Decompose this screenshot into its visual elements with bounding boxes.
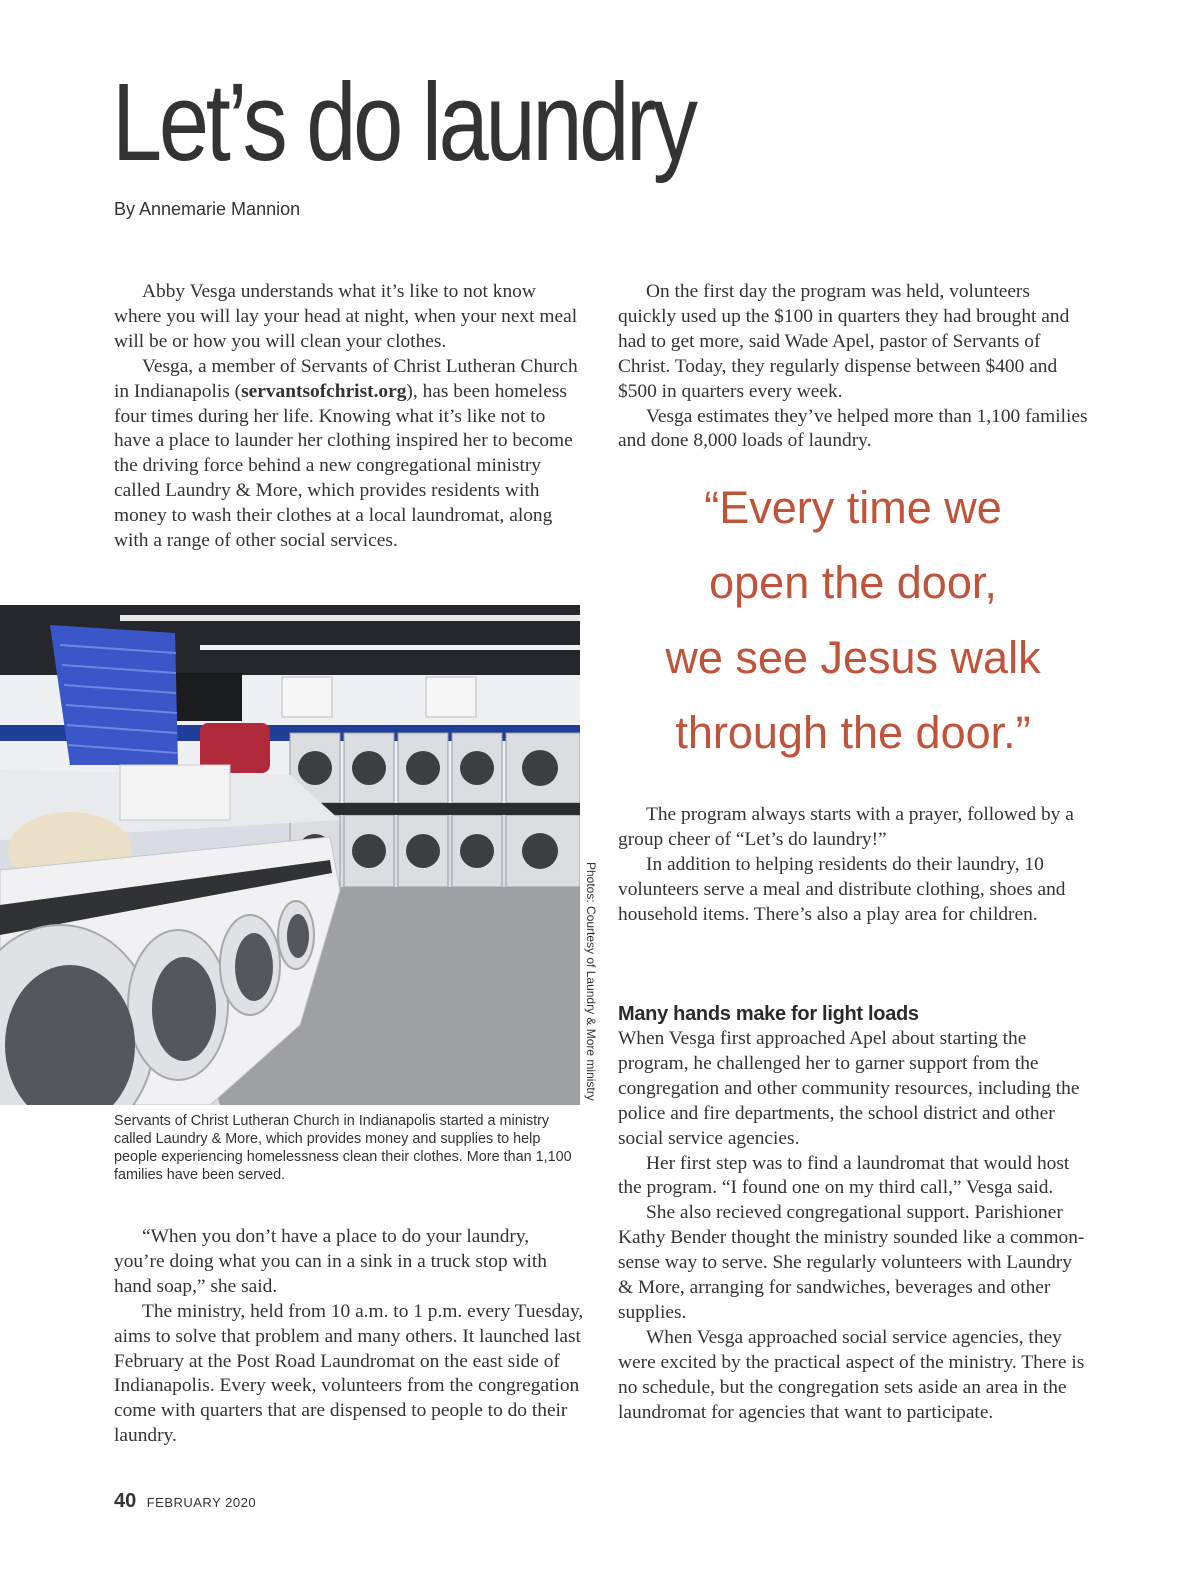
- page-number: 40: [114, 1490, 137, 1512]
- column-left-bottom: [114, 1225, 584, 1449]
- section-subhead: Many hands make for light loads: [618, 1003, 919, 1025]
- paragraph: Her first step was to find a laundromat that would host the program. “I found one on my third call,” Vesga said.: [618, 1152, 1070, 1199]
- page-footer: [114, 1490, 256, 1513]
- paragraph: In addition to helping residents do their laundry, 10 volunteers serve a meal and distribute clothing, shoes and household items. There’s also a play area for children.: [618, 853, 1066, 925]
- article-title: Let’s do laundry: [112, 61, 695, 184]
- column-left-top: [114, 280, 584, 554]
- issue-date: FEBRUARY 2020: [146, 1495, 257, 1510]
- pull-quote-line: we see Jesus walk: [665, 632, 1041, 683]
- paragraph: On the first day the program was held, volunteers quickly used up the $100 in quarters they had brought and had to get more, said Wade Apel, pastor of Servants of Christ. Today, they regularly dispense between $400 and $500 in quarters every week.: [618, 281, 1070, 402]
- paragraph: She also recieved congregational support. Parishioner Kathy Bender thought the ministry sounded like a common-sense way to serve. She regularly volunteers with Laundry & More, arranging for sandwiches, beverages and other supplies.: [618, 1202, 1085, 1323]
- pull-quote-line: “Every time we: [704, 482, 1002, 533]
- photo-caption: Servants of Christ Lutheran Church in Indianapolis started a ministry called Laundry & More, which provides money and supplies to help people experiencing homelessness clean their clothes. More than 1,100 families have been served.: [114, 1113, 572, 1183]
- paragraph: When Vesga approached social service agencies, they were excited by the practical aspect of the ministry. There is no schedule, but the congregation sets aside an area in the laundromat for agencies that want to participate.: [618, 1326, 1085, 1423]
- paragraph: Vesga estimates they’ve helped more than 1,100 families and done 8,000 loads of laundry.: [618, 405, 1088, 452]
- paragraph: “When you don’t have a place to do your laundry, you’re doing what you can in a sink in a truck stop with hand soap,” she said.: [114, 1226, 547, 1297]
- paragraph: The program always starts with a prayer, followed by a group cheer of “Let’s do laundry!”: [618, 804, 1074, 850]
- website-link[interactable]: servantsofchrist.org: [241, 380, 407, 402]
- column-right-mid: [618, 803, 1088, 928]
- column-right-bottom: [618, 1001, 1088, 1426]
- paragraph: Abby Vesga understands what it’s like to not know where you will lay your head at night, when your next meal will be or how you will clean your clothes.: [114, 281, 578, 352]
- pull-quote-line: through the door.”: [675, 707, 1031, 758]
- paragraph: When Vesga first approached Apel about starting the program, he challenged her to garner support from the congregation and other community resources, including the police and fire departments, the school district and other social service agencies.: [618, 1028, 1080, 1149]
- paragraph: The ministry, held from 10 a.m. to 1 p.m. every Tuesday, aims to solve that problem and many others. It launched last February at the Post Road Laundromat on the east side of Indianapolis. Every week, volunteers from the congregation come with quarters that are dispensed to people to do their laundry.: [114, 1300, 584, 1447]
- byline: By Annemarie Mannion: [114, 199, 301, 219]
- laundromat-photo: [0, 605, 580, 1105]
- photo-credit: Photos: Courtesy of Laundry & More ministry: [584, 862, 598, 1101]
- paragraph: Vesga, a member of Servants of Christ Lutheran Church in Indianapolis (servantsofchrist.org), has been homeless four times during her life. Knowing what it’s like not to have a place to launder her clothing inspired her to become the driving force behind a new congregational ministry called Laundry & More, which provides residents with money to wash their clothes at a local laundromat, along with a range of other social services.: [114, 355, 578, 552]
- pull-quote-line: open the door,: [709, 557, 997, 608]
- column-right-top: [618, 280, 1088, 454]
- pull-quote: [618, 470, 1088, 770]
